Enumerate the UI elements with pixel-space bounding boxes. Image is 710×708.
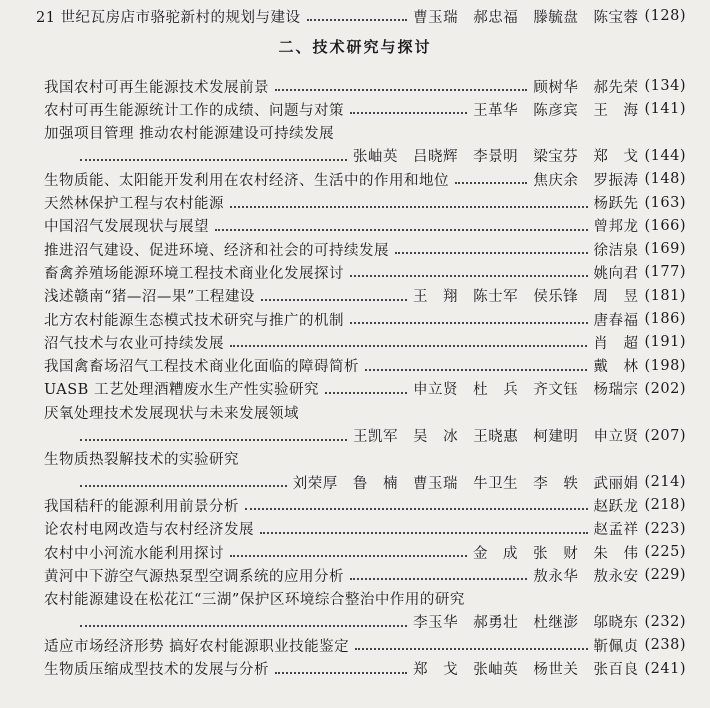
entry-title: 中国沼气发展现状与展望 bbox=[44, 219, 209, 236]
entry-page: (198) bbox=[644, 357, 686, 374]
entry-authors: 李玉华 郝勇壮 杜继澎 邬晓东 bbox=[413, 615, 639, 632]
entry-title: 农村能源建设在松花江“三湖”保护区环境综合整治中作用的研究 bbox=[44, 592, 465, 609]
toc-entry bbox=[44, 191, 686, 215]
entry-authors: 顾树华 郝先荣 bbox=[533, 79, 639, 96]
toc-entry bbox=[44, 167, 686, 191]
toc-entry-continuation bbox=[74, 470, 686, 494]
entry-title: 沼气技术与农业可持续发展 bbox=[44, 335, 224, 352]
entry-page: (177) bbox=[644, 264, 686, 281]
dot-leader bbox=[80, 625, 407, 627]
entry-authors: 曾邦龙 bbox=[593, 219, 639, 236]
toc-entry bbox=[44, 284, 686, 308]
entry-page: (225) bbox=[644, 544, 686, 560]
entry-authors: 王凯军 吴 冰 王晓惠 柯建明 申立贤 bbox=[352, 429, 639, 445]
toc-entry bbox=[44, 657, 686, 681]
toc-entry bbox=[44, 493, 686, 517]
toc-entry-continuation bbox=[74, 424, 686, 448]
entry-title: 生物质压缩成型技术的发展与分析 bbox=[44, 662, 269, 678]
toc-entry bbox=[44, 633, 686, 657]
dot-leader bbox=[325, 392, 407, 394]
entry-title: 浅述赣南“猪—沼—果”工程建设 bbox=[44, 289, 255, 306]
entry-authors: 姚向君 bbox=[593, 265, 639, 282]
dot-leader bbox=[350, 112, 467, 114]
entry-authors: 赵跃龙 bbox=[593, 498, 639, 515]
toc-entry bbox=[44, 587, 686, 611]
dot-leader bbox=[260, 532, 588, 534]
entry-title: 适应市场经济形势 搞好农村能源职业技能鉴定 bbox=[44, 638, 350, 655]
dot-leader bbox=[230, 555, 467, 557]
entry-title: 加强项目管理 推动农村能源建设可持续发展 bbox=[44, 126, 335, 143]
entry-authors: 曹玉瑞 郝忠福 滕毓盘 陈宝蓉 bbox=[413, 9, 639, 26]
toc-entry bbox=[44, 260, 686, 284]
dot-leader bbox=[307, 19, 408, 21]
entry-authors: 唐春福 bbox=[593, 312, 639, 329]
entry-page: (207) bbox=[644, 427, 686, 444]
entry-authors: 金 成 张 财 朱 伟 bbox=[472, 545, 639, 562]
dot-leader bbox=[355, 648, 587, 650]
entry-title: 北方农村能源生态模式技术研究与推广的机制 bbox=[44, 312, 344, 329]
entry-title: 畜禽养殖场能源环境工程技术商业化发展探讨 bbox=[44, 265, 344, 282]
entry-page: (214) bbox=[644, 474, 686, 491]
toc-entry bbox=[44, 540, 686, 564]
entry-authors: 刘荣厚 鲁 楠 曹玉瑞 牛卫生 李 轶 武丽娟 bbox=[292, 475, 639, 492]
entry-title: 推进沼气建设、促进环境、经济和社会的可持续发展 bbox=[44, 242, 389, 259]
dot-leader bbox=[350, 322, 588, 324]
entry-title: 我国秸秆的能源利用前景分析 bbox=[44, 498, 239, 515]
toc-entry bbox=[44, 121, 686, 145]
toc-entry bbox=[44, 307, 686, 331]
entry-title: 黄河中下游空气源热泵型空调系统的应用分析 bbox=[44, 568, 344, 585]
entry-page: (169) bbox=[644, 241, 686, 258]
entry-authors: 肖 超 bbox=[593, 335, 639, 352]
entry-authors: 戴 林 bbox=[593, 359, 639, 376]
entry-authors: 王 翔 陈士军 侯乐锋 周 昱 bbox=[412, 289, 639, 306]
toc-entry bbox=[44, 400, 686, 424]
entry-page: (148) bbox=[644, 171, 686, 188]
dot-leader bbox=[275, 89, 527, 91]
entry-authors: 申立贤 杜 兵 齐文钰 杨瑞宗 bbox=[413, 382, 639, 399]
entry-title: 农村可再生能源统计工作的成绩、问题与对策 bbox=[44, 102, 344, 119]
toc-entry bbox=[44, 330, 686, 354]
entry-page: (141) bbox=[644, 101, 686, 118]
section-heading: 二、技术研究与探讨 bbox=[278, 38, 432, 56]
toc-entry bbox=[44, 377, 686, 401]
entry-page: (202) bbox=[644, 380, 686, 397]
dot-leader bbox=[365, 369, 587, 371]
toc-entry bbox=[44, 214, 686, 238]
toc-entry-continuation bbox=[74, 144, 686, 168]
toc-entry bbox=[44, 354, 686, 378]
dot-leader bbox=[230, 206, 588, 208]
dot-leader bbox=[80, 439, 347, 441]
entry-authors: 张岫英 吕晓辉 李景明 梁宝芬 郑 戈 bbox=[352, 149, 639, 166]
entry-page: (223) bbox=[644, 520, 686, 537]
entry-page: (134) bbox=[644, 78, 686, 94]
dot-leader bbox=[80, 485, 287, 487]
entry-authors: 杨跃先 bbox=[593, 196, 639, 212]
entry-title: 生物质能、太阳能开发利用在农村经济、生活中的作用和地位 bbox=[44, 172, 449, 189]
entry-page: (181) bbox=[644, 287, 686, 304]
dot-leader bbox=[215, 229, 588, 231]
entry-page: (238) bbox=[644, 637, 686, 654]
entry-title: 论农村电网改造与农村经济发展 bbox=[44, 522, 254, 539]
entry-page: (128) bbox=[644, 8, 686, 24]
entry-title: UASB 工艺处理酒糟废水生产性实验研究 bbox=[44, 382, 319, 399]
entry-authors: 郑 戈 张岫英 杨世关 张百良 bbox=[413, 662, 639, 678]
dot-leader bbox=[230, 345, 587, 347]
dot-leader bbox=[455, 182, 527, 184]
entry-authors: 徐洁泉 bbox=[593, 242, 639, 259]
dot-leader bbox=[350, 275, 588, 277]
toc-entry bbox=[44, 74, 686, 98]
entry-authors: 敖永华 敖永安 bbox=[533, 568, 639, 585]
entry-authors: 靳佩贞 bbox=[593, 638, 639, 655]
entry-title: 我国禽畜场沼气工程技术商业化面临的障碍简析 bbox=[44, 359, 359, 376]
dot-leader bbox=[395, 252, 588, 254]
entry-title: 21 世纪瓦房店市骆驼新村的规划与建设 bbox=[36, 9, 301, 26]
entry-title: 我国农村可再生能源技术发展前景 bbox=[44, 79, 269, 96]
dot-leader bbox=[275, 672, 407, 674]
dot-leader bbox=[261, 299, 407, 301]
dot-leader bbox=[80, 159, 347, 161]
entry-title: 农村中小河流水能利用探讨 bbox=[44, 545, 224, 562]
entry-page: (186) bbox=[644, 311, 686, 327]
toc-entry-continuation bbox=[74, 610, 686, 634]
entry-title: 天然林保护工程与农村能源 bbox=[44, 196, 224, 212]
entry-authors: 焦庆余 罗振涛 bbox=[533, 172, 639, 189]
entry-page: (166) bbox=[644, 217, 686, 234]
entry-page: (241) bbox=[644, 660, 686, 677]
entry-page: (144) bbox=[644, 147, 686, 164]
toc-entry bbox=[44, 517, 686, 541]
entry-authors: 赵孟祥 bbox=[593, 522, 639, 539]
entry-page: (218) bbox=[644, 497, 686, 514]
toc-entry bbox=[36, 4, 686, 28]
entry-page: (191) bbox=[644, 334, 686, 351]
toc-entry bbox=[44, 563, 686, 587]
toc-entry bbox=[44, 97, 686, 121]
dot-leader bbox=[245, 508, 588, 510]
entry-page: (163) bbox=[644, 194, 686, 211]
entry-page: (229) bbox=[644, 567, 686, 584]
toc-entry bbox=[44, 237, 686, 261]
entry-title: 生物质热裂解技术的实验研究 bbox=[44, 452, 239, 469]
dot-leader bbox=[350, 578, 527, 580]
entry-title: 厌氧处理技术发展现状与未来发展领域 bbox=[44, 405, 299, 422]
toc-entry bbox=[44, 447, 686, 471]
entry-page: (232) bbox=[644, 613, 686, 630]
entry-authors: 王革华 陈彦宾 王 海 bbox=[473, 102, 639, 119]
